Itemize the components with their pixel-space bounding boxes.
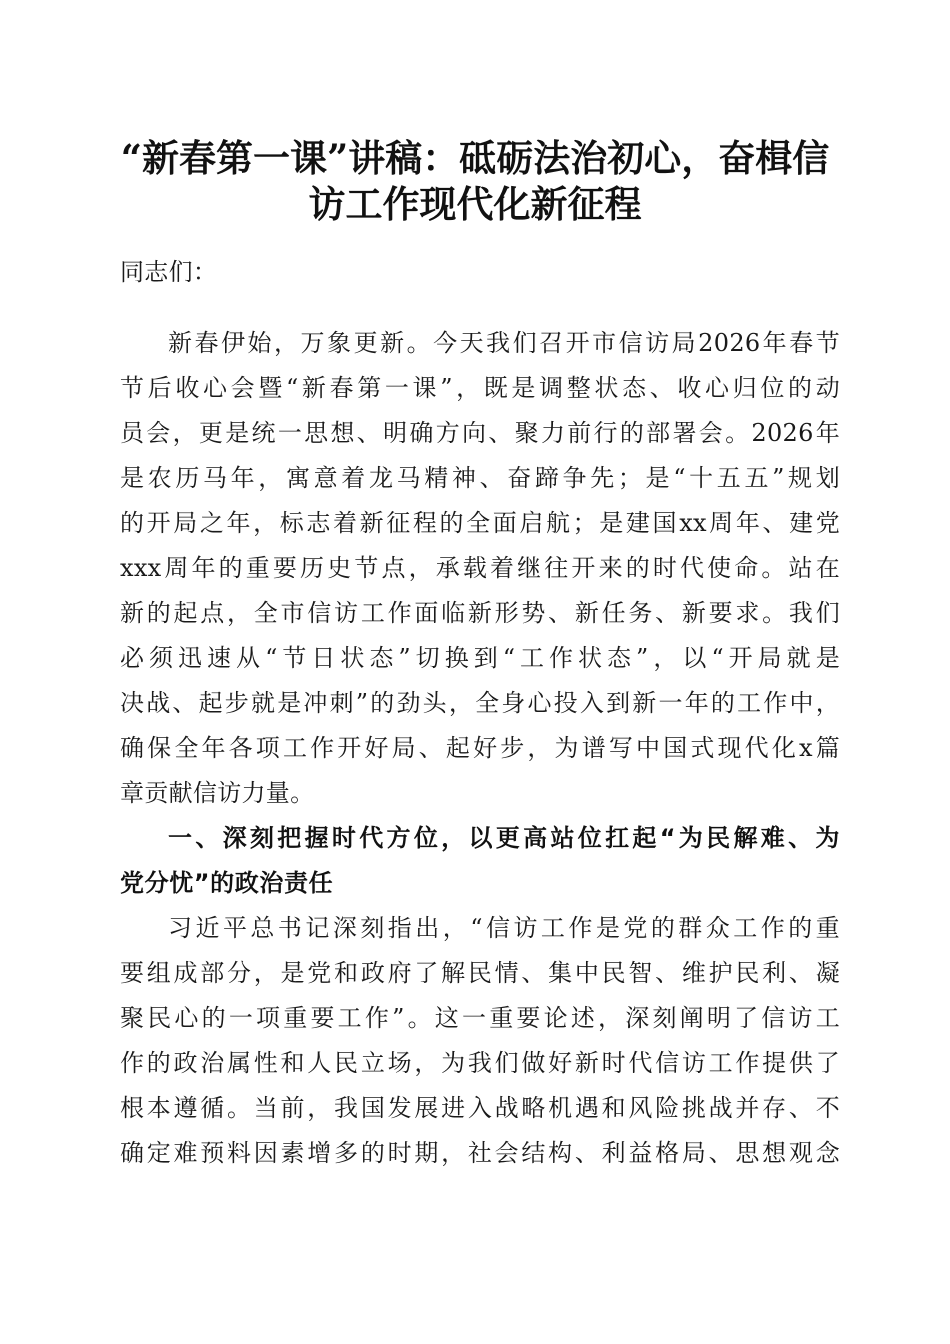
intro-line: 决战、起步就是冲刺”的劲头，全身心投入到新一年的工作中， [120, 689, 840, 717]
salutation: 同志们： [120, 258, 218, 286]
section-1-line: 要组成部分，是党和政府了解民情、集中民智、维护民利、凝 [120, 959, 840, 987]
section-1-line: 聚民心的一项重要工作”。这一重要论述，深刻阐明了信访工 [120, 1004, 840, 1032]
intro-line: 确保全年各项工作开好局、起好步，为谱写中国式现代化x篇 [120, 734, 840, 762]
section-1-heading-line-2: 党分忧”的政治责任 [120, 869, 334, 897]
intro-line: 新的起点，全市信访工作面临新形势、新任务、新要求。我们 [120, 599, 840, 627]
intro-line: 的开局之年，标志着新征程的全面启航；是建国xx周年、建党 [120, 509, 840, 537]
intro-line: 必须迅速从“节日状态”切换到“工作状态”，以“开局就是 [120, 644, 840, 672]
section-1-line: 确定难预料因素增多的时期，社会结构、利益格局、思想观念 [120, 1139, 840, 1167]
section-1-line: 习近平总书记深刻指出，“信访工作是党的群众工作的重 [168, 914, 840, 942]
section-1-heading-line-1: 一、深刻把握时代方位，以更高站位扛起“为民解难、为 [168, 824, 840, 852]
intro-line: 章贡献信访力量。 [120, 779, 315, 807]
intro-line: 新春伊始，万象更新。今天我们召开市信访局2026年春节 [168, 329, 840, 357]
intro-line: 员会，更是统一思想、明确方向、聚力前行的部署会。2026年 [120, 419, 840, 447]
intro-line: 是农历马年，寓意着龙马精神、奋蹄争先；是“十五五”规划 [120, 464, 840, 492]
intro-line: 节后收心会暨“新春第一课”，既是调整状态、收心归位的动 [120, 374, 840, 402]
section-1-line: 根本遵循。当前，我国发展进入战略机遇和风险挑战并存、不 [120, 1094, 840, 1122]
intro-line: xxx周年的重要历史节点，承载着继往开来的时代使命。站在 [120, 554, 840, 582]
section-1-line: 作的政治属性和人民立场，为我们做好新时代信访工作提供了 [120, 1049, 840, 1077]
document-title-line-1: “新春第一课”讲稿：砥砺法治初心，奋楫信 [120, 136, 830, 180]
document-title-line-2: 访工作现代化新征程 [308, 182, 642, 226]
